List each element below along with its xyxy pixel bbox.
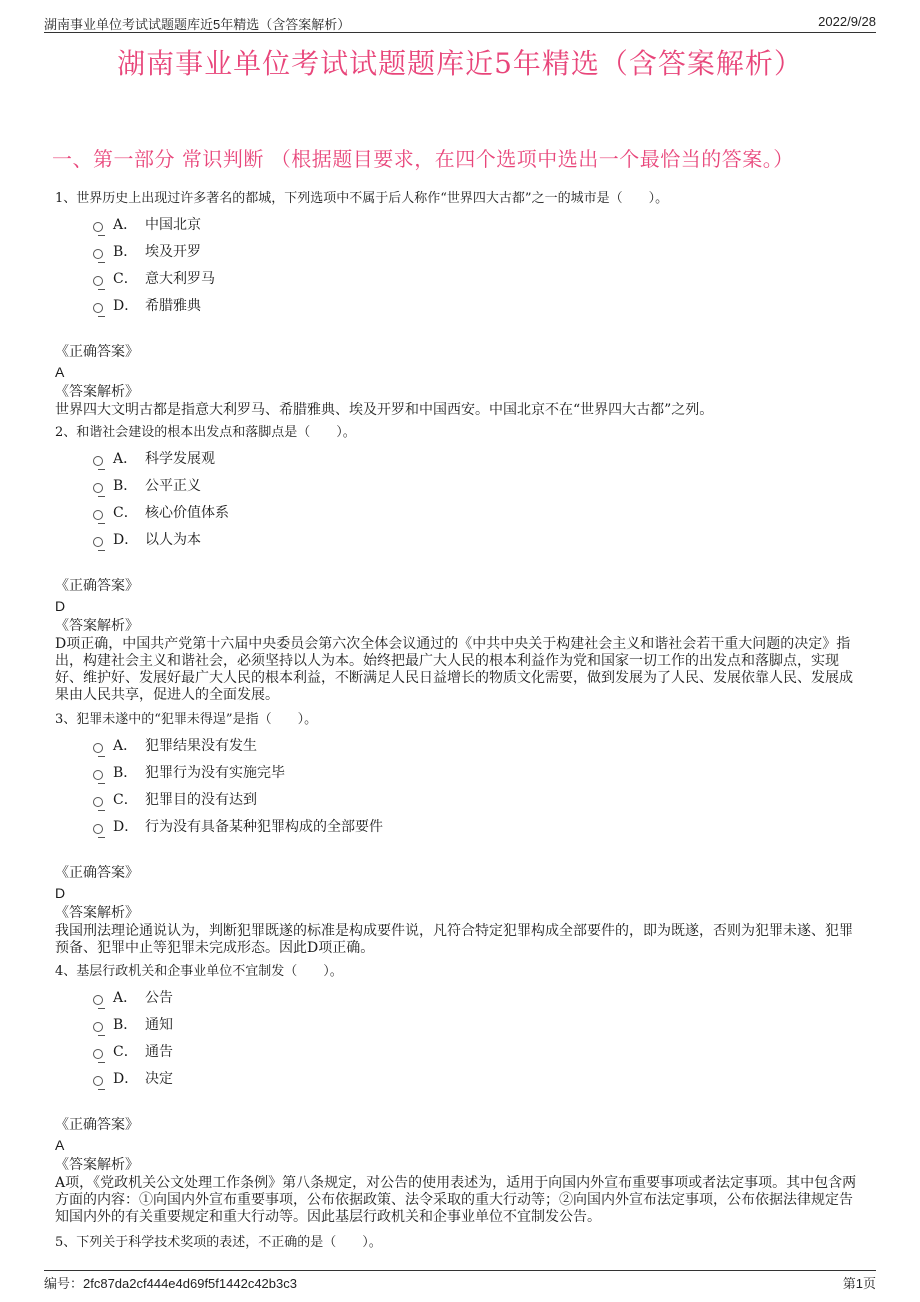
radio-icon[interactable] <box>93 995 103 1005</box>
radio-icon[interactable] <box>93 1076 103 1086</box>
explanation-label: 《答案解析》 <box>55 384 139 400</box>
section-title: 一、第一部分 常识判断 （根据题目要求，在四个选项中选出一个最恰当的答案。） <box>52 147 794 171</box>
explanation-text: 世界四大文明古都是指意大利罗马、希腊雅典、埃及开罗和中国西安。中国北京不在“世界四大古都”之列。 <box>55 402 714 418</box>
radio-icon[interactable] <box>93 483 103 493</box>
radio-icon[interactable] <box>93 743 103 753</box>
footer-code: 编号：2fc87da2cf444e4d69f5f1442c42b3c3 <box>44 1276 297 1291</box>
radio-icon[interactable] <box>93 797 103 807</box>
explanation-label: 《答案解析》 <box>55 1157 139 1173</box>
option-b[interactable]: B． 公平正义 <box>55 475 865 502</box>
question-stem: 1、世界历史上出现过许多著名的都城，下列选项中不属于后人称作“世界四大古都”之一的城市是（ ）。 <box>55 191 669 206</box>
radio-icon[interactable] <box>93 456 103 466</box>
answer-value: A <box>55 364 65 380</box>
option-a[interactable]: A． 犯罪结果没有发生 <box>55 735 865 762</box>
option-d[interactable]: D． 决定 <box>55 1068 865 1095</box>
question-stem: 4、基层行政机关和企事业单位不宜制发（ ）。 <box>55 964 343 979</box>
radio-icon[interactable] <box>93 824 103 834</box>
option-c[interactable]: C． 意大利罗马 <box>55 268 865 295</box>
explanation-text: 我国刑法理论通说认为，判断犯罪既遂的标准是构成要件说，凡符合特定犯罪构成全部要件的，即为既遂，否则为犯罪未遂、犯罪预备、犯罪中止等犯罪未完成形态。因此D项正确。 <box>55 923 853 956</box>
page-header <box>44 12 876 33</box>
question-stem: 2、和谐社会建设的根本出发点和落脚点是（ ）。 <box>55 425 356 440</box>
options-list <box>55 214 865 322</box>
answer-value: A <box>55 1137 65 1153</box>
page-footer <box>44 1270 876 1289</box>
answer-label: 《正确答案》 <box>55 344 139 360</box>
radio-icon[interactable] <box>93 510 103 520</box>
explanation-text: A项，《党政机关公文处理工作条例》第八条规定，对公告的使用表述为，适用于向国内外宣布重要事项或者法定事项。其中包含两方面的内容：①向国内外宣布重要事项，公布依据政策、法令采取的重大行动等；②向国内外宣布法定事项，公布依据法律规定告知国内外的有关重要规定和重大行动等。因此基层行政机关和企事业单位不宜制发公告。 <box>55 1175 857 1225</box>
radio-icon[interactable] <box>93 1049 103 1059</box>
question-5 <box>55 1234 865 1252</box>
header-date: 2022/9/28 <box>818 14 876 29</box>
explanation-label: 《答案解析》 <box>55 618 139 634</box>
answer-value: D <box>55 885 66 901</box>
options-list <box>55 735 865 843</box>
question-2 <box>55 424 865 704</box>
option-a[interactable]: A． 公告 <box>55 987 865 1014</box>
question-1 <box>55 190 865 419</box>
options-list <box>55 448 865 556</box>
radio-icon[interactable] <box>93 537 103 547</box>
option-d[interactable]: D． 以人为本 <box>55 529 865 556</box>
option-b[interactable]: B． 通知 <box>55 1014 865 1041</box>
document-title: 湖南事业单位考试试题题库近5年精选（含答案解析） <box>117 47 803 80</box>
option-c[interactable]: C． 犯罪目的没有达到 <box>55 789 865 816</box>
answer-label: 《正确答案》 <box>55 1117 139 1133</box>
explanation-text: D项正确，中国共产党第十六届中央委员会第六次全体会议通过的《中共中央关于构建社会主义和谐社会若干重大问题的决定》指出，构建社会主义和谐社会，必须坚持以人为本。始终把最广大人民的根本利益作为党和国家一切工作的出发点和落脚点，实现好、维护好、发展好最广大人民的根本利益，不断满足人民日益增长的物质文化需要，做到发展为了人民、发展依靠人民、发展成果由人民共享，促进人的全面发展。 <box>55 636 853 703</box>
answer-value: D <box>55 598 66 614</box>
option-a[interactable]: A． 科学发展观 <box>55 448 865 475</box>
radio-icon[interactable] <box>93 249 103 259</box>
option-c[interactable]: C． 通告 <box>55 1041 865 1068</box>
option-d[interactable]: D． 行为没有具备某种犯罪构成的全部要件 <box>55 816 865 843</box>
radio-icon[interactable] <box>93 1022 103 1032</box>
answer-label: 《正确答案》 <box>55 865 139 881</box>
question-stem: 5、下列关于科学技术奖项的表述，不正确的是（ ）。 <box>55 1235 382 1250</box>
option-c[interactable]: C． 核心价值体系 <box>55 502 865 529</box>
question-3 <box>55 711 865 957</box>
options-list <box>55 987 865 1095</box>
radio-icon[interactable] <box>93 770 103 780</box>
radio-icon[interactable] <box>93 303 103 313</box>
question-4 <box>55 963 865 1226</box>
answer-label: 《正确答案》 <box>55 578 139 594</box>
explanation-label: 《答案解析》 <box>55 905 139 921</box>
option-d[interactable]: D． 希腊雅典 <box>55 295 865 322</box>
header-doc-name: 湖南事业单位考试试题题库近5年精选（含答案解析） <box>44 17 351 32</box>
radio-icon[interactable] <box>93 222 103 232</box>
option-b[interactable]: B． 犯罪行为没有实施完毕 <box>55 762 865 789</box>
question-stem: 3、犯罪未遂中的“犯罪未得逞”是指（ ）。 <box>55 712 318 727</box>
option-a[interactable]: A． 中国北京 <box>55 214 865 241</box>
radio-icon[interactable] <box>93 276 103 286</box>
footer-page-number: 第1页 <box>842 1276 876 1291</box>
option-b[interactable]: B． 埃及开罗 <box>55 241 865 268</box>
